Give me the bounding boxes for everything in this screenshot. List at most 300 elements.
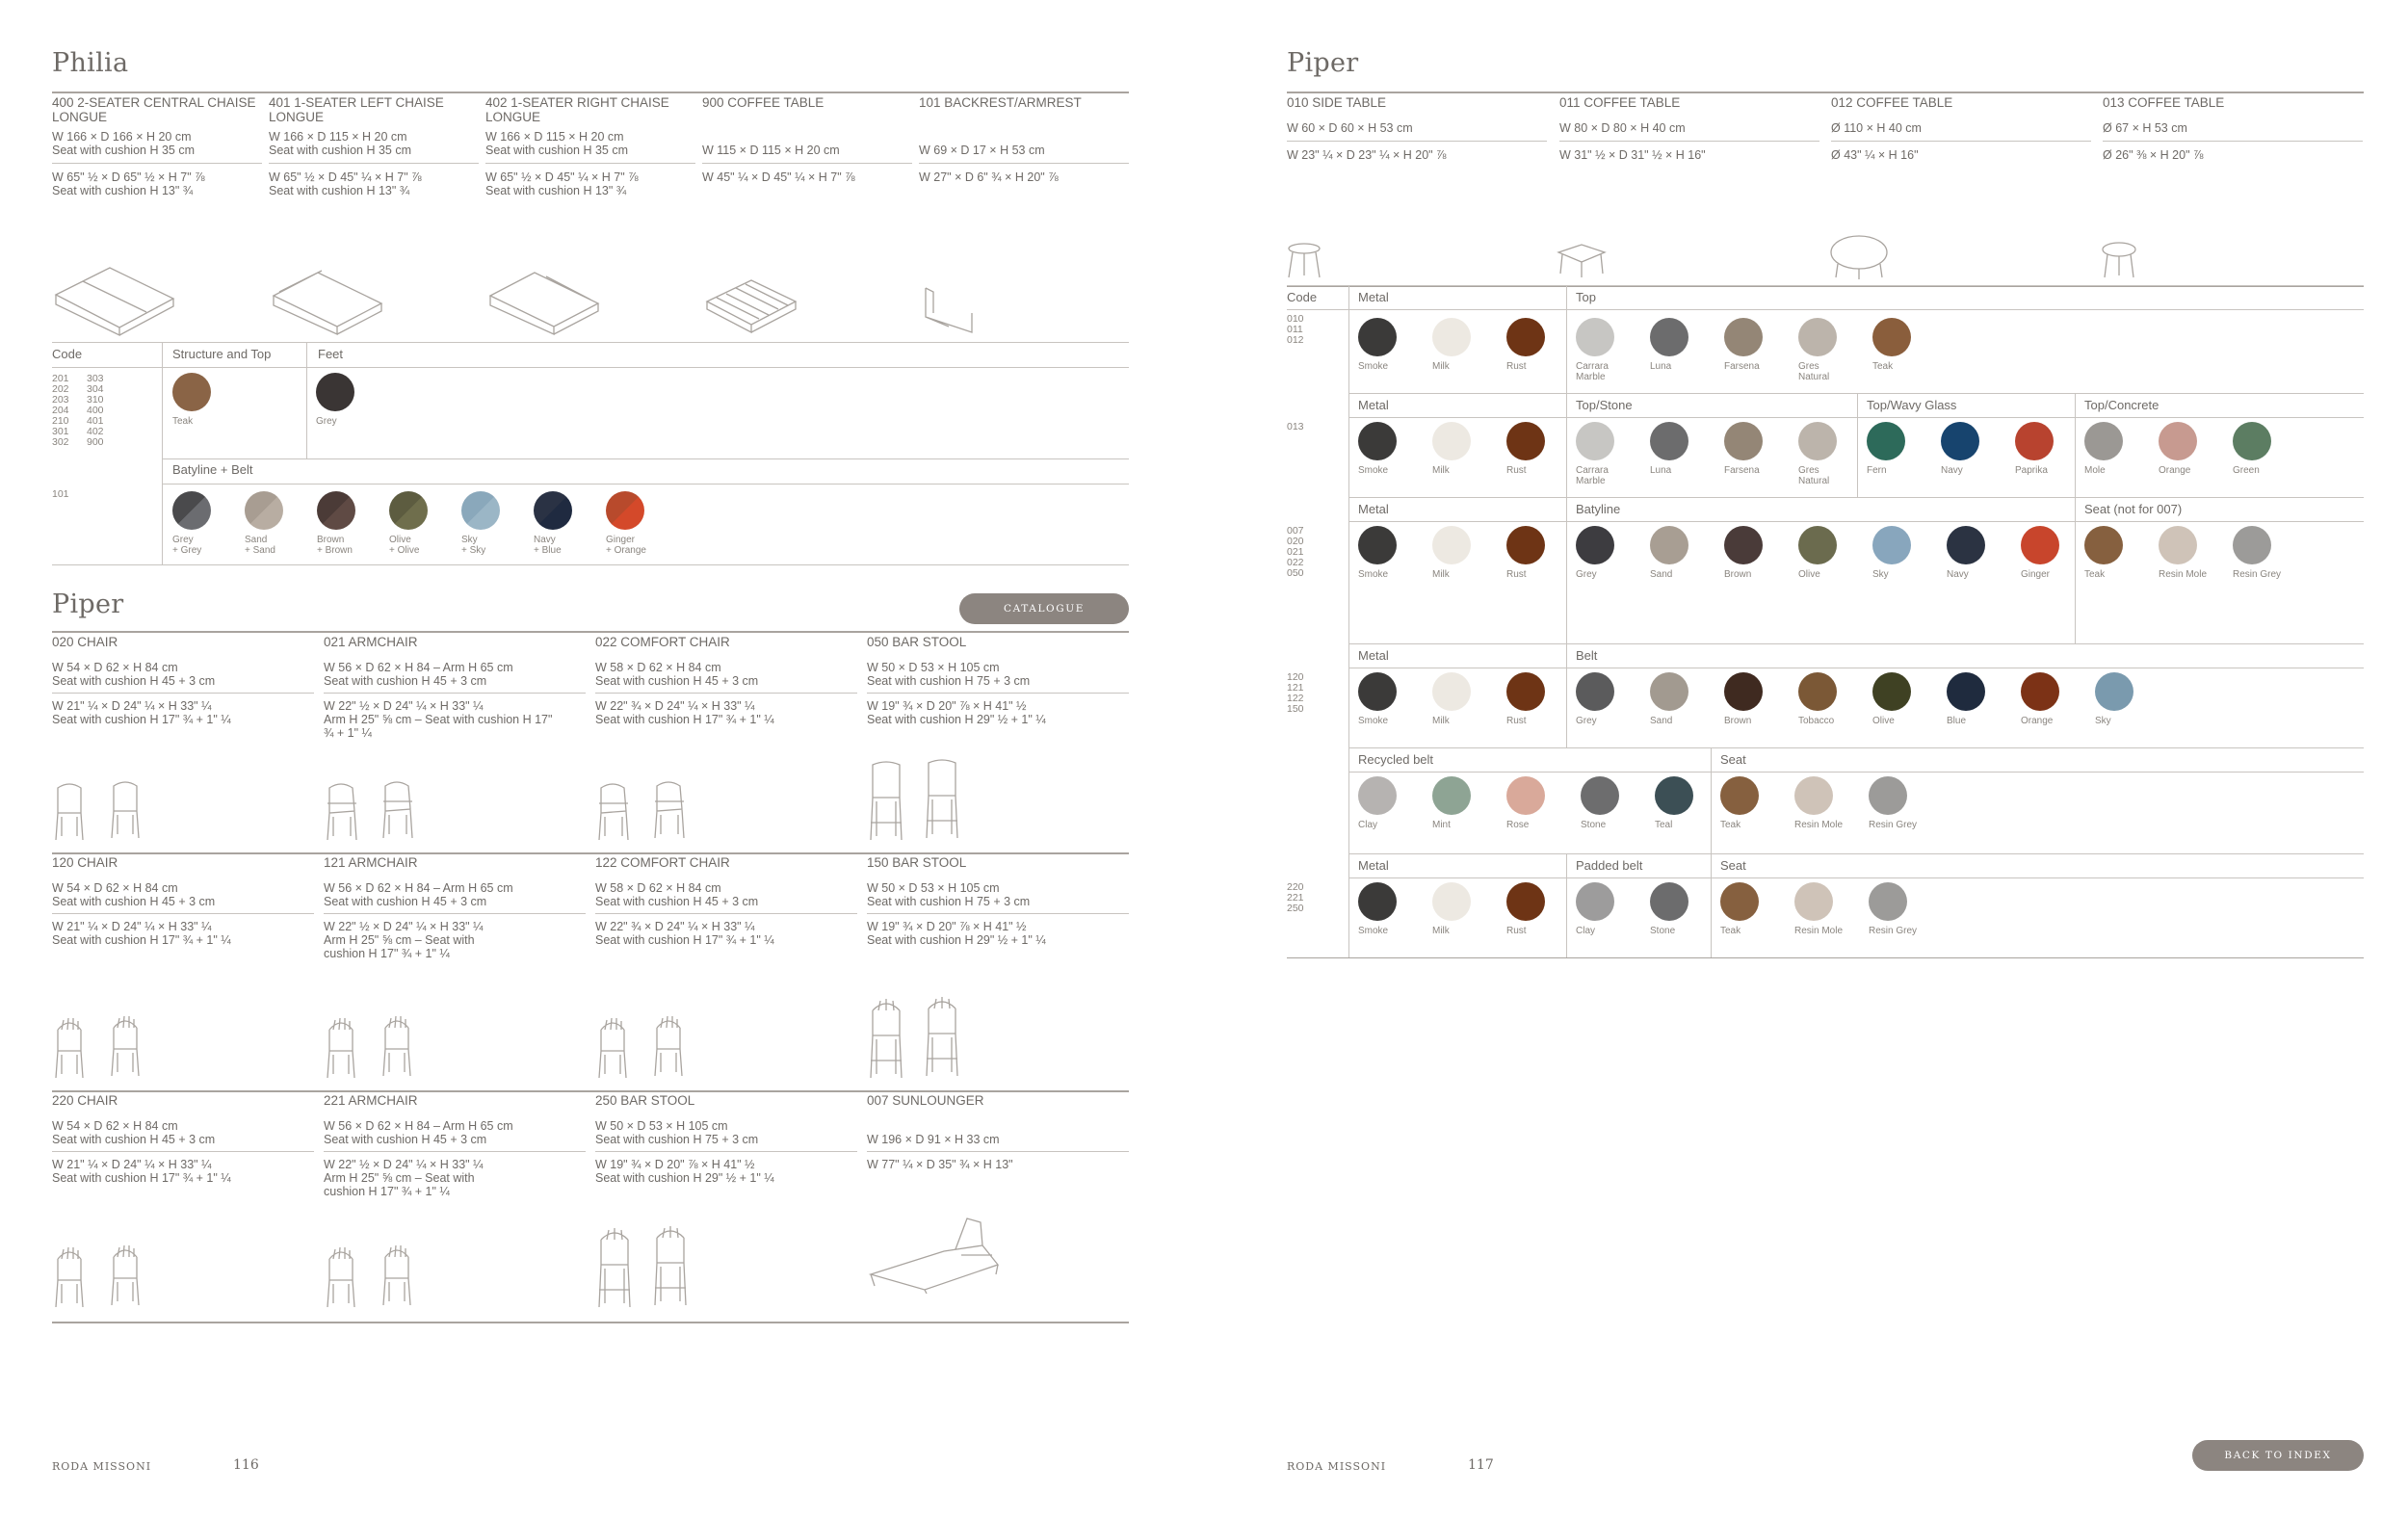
swatch-gres-natural	[1798, 318, 1858, 382]
divider	[269, 163, 479, 164]
swatch-label: Carrara Marble	[1576, 465, 1609, 486]
dimensions-imperial: W 19" ¾ × D 20" ⅞ × H 41" ½	[595, 1158, 755, 1171]
dimensions-imperial	[595, 726, 857, 740]
swatch-label: Stone	[1581, 820, 1607, 830]
dimensions-imperial: Seat with cushion H 17" ¾ + 1" ¼	[52, 713, 231, 726]
dimensions-imperial: W 19" ¾ × D 20" ⅞ × H 41" ½	[867, 920, 1027, 933]
dimensions-metric: Seat with cushion H 35 cm	[52, 144, 195, 157]
divider	[1348, 285, 1349, 957]
color-swatch	[1724, 526, 1763, 564]
product-name: 150 BAR STOOL	[867, 855, 967, 870]
swatch-rust	[1506, 672, 1566, 726]
piper-title: Piper	[1287, 48, 1359, 78]
color-swatch	[1506, 526, 1545, 564]
color-swatch	[1432, 882, 1471, 921]
swatch-label: Fern	[1867, 465, 1887, 476]
section-header: Metal	[1358, 648, 1389, 663]
swatch-label: Stone	[1650, 926, 1676, 936]
swatch-sand	[1650, 526, 1710, 580]
color-swatch	[1872, 318, 1911, 356]
dimensions-imperial	[595, 1185, 857, 1198]
spec-block	[1559, 95, 1819, 162]
swatch-label: Orange	[2159, 465, 2191, 476]
dimensions-metric: W 54 × D 62 × H 84 cm	[52, 661, 178, 674]
divider	[867, 913, 1129, 914]
swatch-teak	[2084, 526, 2144, 580]
swatch-teak	[172, 373, 232, 427]
divider	[595, 1151, 857, 1152]
codes-list: 220 221 250	[1287, 881, 1304, 914]
divider	[52, 1322, 1129, 1323]
dimensions-metric: W 115 × D 115 × H 20 cm	[702, 144, 840, 157]
divider	[324, 693, 586, 694]
swatch-gres-natural	[1798, 422, 1858, 486]
swatch-label: Sand + Sand	[245, 535, 275, 556]
swatch-green	[2233, 422, 2292, 476]
product-name: 120 CHAIR	[52, 855, 118, 870]
swatch-batyline	[534, 491, 593, 556]
color-swatch	[1358, 672, 1397, 711]
divider	[1348, 497, 2364, 498]
divider	[52, 92, 1129, 93]
swatch-label: Rose	[1506, 820, 1530, 830]
dimensions-metric: Seat with cushion H 45 + 3 cm	[324, 1133, 487, 1146]
color-swatch	[1794, 882, 1833, 921]
divider	[1831, 141, 2091, 142]
dimensions-imperial: W 65" ½ × D 45" ¼ × H 7" ⅞	[485, 170, 639, 184]
swatch-label: Grey + Grey	[172, 535, 202, 556]
divider	[1348, 747, 2364, 748]
chair-illustration	[52, 778, 168, 846]
dimensions-imperial: ¾ + 1" ¼	[324, 726, 372, 740]
dimensions-imperial: Arm H 25" ⅝ cm – Seat with	[324, 1171, 475, 1185]
product-name: 122 COMFORT CHAIR	[595, 855, 730, 870]
dimensions-imperial	[52, 726, 314, 740]
divider	[867, 1151, 1129, 1152]
dimensions-imperial: cushion H 17" ¾ + 1" ¼	[324, 947, 450, 960]
swatch-navy	[1947, 526, 2006, 580]
color-swatch	[1576, 318, 1614, 356]
swatch-label: Gres Natural	[1798, 361, 1830, 382]
section-header: Metal	[1358, 858, 1389, 873]
color-swatch	[1576, 526, 1614, 564]
dimensions-metric: Seat with cushion H 45 + 3 cm	[52, 674, 216, 688]
back-to-index-button[interactable]: BACK TO INDEX	[2192, 1440, 2364, 1471]
divider	[52, 631, 1129, 633]
color-swatch	[2233, 526, 2271, 564]
dimensions-imperial: W 77" ¼ × D 35" ¾ × H 13"	[867, 1158, 1013, 1171]
color-swatch	[1506, 672, 1545, 711]
divider	[485, 163, 695, 164]
divider	[1566, 393, 1567, 497]
dimensions-imperial: W 22" ½ × D 24" ¼ × H 33" ¼	[324, 699, 484, 713]
dimensions-imperial	[52, 1185, 314, 1198]
product-name: 400 2-SEATER CENTRAL CHAISE LONGUE	[52, 95, 256, 124]
spec-block	[595, 855, 857, 960]
divider	[919, 163, 1129, 164]
color-swatch	[1720, 882, 1759, 921]
section-header: Seat (not for 007)	[2084, 502, 2183, 516]
dimensions-imperial	[52, 947, 314, 960]
section-header: Metal	[1358, 290, 1389, 304]
footer-brand: RODA MISSONI	[52, 1460, 152, 1473]
dimensions-imperial: Seat with cushion H 17" ¾ + 1" ¼	[52, 933, 231, 947]
dimensions-imperial: Seat with cushion H 17" ¾ + 1" ¼	[595, 713, 774, 726]
divider	[1566, 497, 1567, 643]
swatch-label: Farsena	[1724, 361, 1760, 372]
swatch-label: Brown	[1724, 569, 1752, 580]
swatch-label: Sky	[1872, 569, 1889, 580]
dimensions-imperial: W 27" × D 6" ¾ × H 20" ⅞	[919, 170, 1059, 184]
swatch-label: Mint	[1432, 820, 1451, 830]
swatch-batyline	[606, 491, 666, 556]
dimensions-metric: Seat with cushion H 45 + 3 cm	[595, 895, 759, 908]
color-swatch	[1869, 776, 1907, 815]
color-swatch	[1358, 318, 1397, 356]
spec-block	[52, 95, 262, 197]
armchair-illustration	[324, 1016, 439, 1084]
color-swatch	[1798, 318, 1837, 356]
piper-title: Piper	[52, 589, 124, 619]
product-name: 050 BAR STOOL	[867, 635, 967, 649]
color-swatch	[1867, 422, 1905, 460]
dimensions-imperial: Seat with cushion H 29" ½ + 1" ¼	[595, 1171, 774, 1185]
swatch-teak	[1872, 318, 1932, 372]
swatch-sky	[2095, 672, 2155, 726]
color-swatch	[1724, 318, 1763, 356]
divider	[1559, 141, 1819, 142]
swatch-grey	[1576, 672, 1636, 726]
codes-list: 201 202 203 204 210 301 302	[52, 373, 69, 448]
color-swatch	[1650, 672, 1688, 711]
swatch-label: Resin Grey	[1869, 926, 1918, 936]
color-swatch	[534, 491, 572, 530]
codes-list: 303 304 310 400 401 402 900	[87, 373, 104, 448]
divider	[306, 342, 307, 459]
sunlounger-illustration	[867, 1217, 1002, 1294]
dimensions-imperial: W 21" ¼ × D 24" ¼ × H 33" ¼	[52, 699, 212, 713]
left-chaise-illustration	[270, 265, 385, 337]
dimensions-metric: W 50 × D 53 × H 105 cm	[595, 1119, 728, 1133]
section-header: Padded belt	[1576, 858, 1643, 873]
bar-stool-illustration	[867, 759, 982, 848]
dimensions-imperial	[867, 947, 1129, 960]
spec-block	[919, 95, 1129, 197]
product-name: 020 CHAIR	[52, 635, 118, 649]
swatch-label: Green	[2233, 465, 2260, 476]
swatch-blue	[1947, 672, 2006, 726]
swatch-batyline	[245, 491, 304, 556]
divider	[867, 693, 1129, 694]
dimensions-imperial	[867, 726, 1129, 740]
section-header: Top	[1576, 290, 1596, 304]
dimensions-imperial: W 22" ¾ × D 24" ¼ × H 33" ¼	[595, 699, 755, 713]
swatch-batyline	[172, 491, 232, 556]
color-swatch	[1872, 526, 1911, 564]
structure-header: Structure and Top	[172, 347, 272, 361]
color-swatch	[316, 373, 354, 411]
swatch-navy	[1941, 422, 2001, 476]
right-chaise-illustration	[486, 265, 602, 337]
spec-block	[52, 1093, 314, 1198]
color-swatch	[1720, 776, 1759, 815]
color-swatch	[172, 373, 211, 411]
small-coffee-table-illustration	[2100, 241, 2138, 281]
divider	[52, 852, 1129, 854]
codes-list: 007 020 021 022 050	[1287, 525, 1304, 579]
color-swatch	[1432, 776, 1471, 815]
product-name: 900 COFFEE TABLE	[702, 95, 824, 110]
color-swatch	[1506, 422, 1545, 460]
color-swatch	[1358, 776, 1397, 815]
divider	[1566, 853, 1567, 957]
dimensions-imperial: W 22" ½ × D 24" ¼ × H 33" ¼	[324, 1158, 484, 1171]
swatch-sand	[1650, 672, 1710, 726]
swatch-luna	[1650, 422, 1710, 476]
divider	[52, 564, 1129, 565]
product-name: 010 SIDE TABLE	[1287, 95, 1387, 110]
swatch-label: Grey	[1576, 569, 1597, 580]
color-swatch	[1650, 422, 1688, 460]
swatch-smoke	[1358, 318, 1418, 372]
color-swatch	[1794, 776, 1833, 815]
swatch-rust	[1506, 526, 1566, 580]
swatch-milk	[1432, 318, 1492, 372]
swatch-smoke	[1358, 526, 1418, 580]
bar-stool-illustration	[595, 1226, 711, 1315]
color-swatch	[2021, 526, 2059, 564]
divider	[52, 367, 1129, 368]
product-name: 220 CHAIR	[52, 1093, 118, 1108]
product-name: 221 ARMCHAIR	[324, 1093, 418, 1108]
dimensions-metric: Seat with cushion H 45 + 3 cm	[324, 674, 487, 688]
bar-stool-illustration	[867, 997, 982, 1086]
swatch-milk	[1432, 422, 1492, 476]
swatch-label: Gres Natural	[1798, 465, 1830, 486]
dimensions-metric: W 56 × D 62 × H 84 – Arm H 65 cm	[324, 661, 513, 674]
swatch-batyline	[317, 491, 377, 556]
product-name: 250 BAR STOOL	[595, 1093, 695, 1108]
divider	[1566, 285, 1567, 393]
armchair-illustration	[324, 1245, 439, 1313]
dimensions-imperial: W 45" ¼ × D 45" ¼ × H 7" ⅞	[702, 170, 855, 184]
swatch-label: Navy	[1941, 465, 1963, 476]
swatch-label: Rust	[1506, 716, 1527, 726]
swatch-label: Rust	[1506, 569, 1527, 580]
dimensions-imperial: Seat with cushion H 17" ¾ + 1" ¼	[52, 1171, 231, 1185]
product-name: 021 ARMCHAIR	[324, 635, 418, 649]
swatch-rust	[1506, 422, 1566, 476]
dimensions-metric	[867, 1119, 1129, 1133]
swatch-label: Milk	[1432, 465, 1450, 476]
swatch-label: Olive + Olive	[389, 535, 420, 556]
color-swatch	[1650, 318, 1688, 356]
swatch-teal	[1655, 776, 1714, 830]
dimensions-metric: W 50 × D 53 × H 105 cm	[867, 661, 1000, 674]
swatch-brown	[1724, 672, 1784, 726]
dimensions-imperial: W 22" ½ × D 24" ¼ × H 33" ¼	[324, 920, 484, 933]
section-header: Top/Stone	[1576, 398, 1633, 412]
dimensions-metric: Seat with cushion H 45 + 3 cm	[52, 1133, 216, 1146]
color-swatch	[2015, 422, 2054, 460]
catalogue-button[interactable]: CATALOGUE	[959, 593, 1129, 624]
divider	[1348, 877, 2364, 878]
color-swatch	[1581, 776, 1619, 815]
swatch-olive	[1798, 526, 1858, 580]
swatch-label: Grey	[316, 416, 337, 427]
divider	[1348, 417, 2364, 418]
swatch-smoke	[1358, 672, 1418, 726]
swatch-label: Clay	[1358, 820, 1378, 830]
side-table-illustration	[1285, 241, 1323, 281]
color-swatch	[1655, 776, 1693, 815]
color-swatch	[1506, 776, 1545, 815]
section-header: Metal	[1358, 398, 1389, 412]
color-swatch	[1576, 882, 1614, 921]
swatch-sky	[1872, 526, 1932, 580]
divider	[1711, 853, 1712, 957]
dimensions-metric: Seat with cushion H 35 cm	[485, 144, 628, 157]
dimensions-imperial	[867, 1171, 1129, 1185]
dimensions-metric: Seat with cushion H 45 + 3 cm	[324, 895, 487, 908]
feet-header: Feet	[318, 347, 344, 361]
swatch-label: Luna	[1650, 465, 1672, 476]
swatch-brown	[1724, 526, 1784, 580]
dimensions-metric: W 166 × D 166 × H 20 cm	[52, 130, 192, 144]
swatch-label: Teal	[1655, 820, 1673, 830]
swatch-label: Orange	[2021, 716, 2054, 726]
swatch-smoke	[1358, 422, 1418, 476]
color-swatch	[2233, 422, 2271, 460]
swatch-resin-grey	[2233, 526, 2292, 580]
swatch-label: Luna	[1650, 361, 1672, 372]
comfort-chair-illustration	[595, 1016, 711, 1084]
swatch-stone	[1650, 882, 1710, 936]
dimensions-metric: W 54 × D 62 × H 84 cm	[52, 1119, 178, 1133]
dimensions-imperial	[702, 184, 912, 197]
swatch-milk	[1432, 672, 1492, 726]
product-name: 011 COFFEE TABLE	[1559, 95, 1681, 110]
swatch-label: Mole	[2084, 465, 2106, 476]
divider	[162, 458, 1129, 459]
color-swatch	[317, 491, 355, 530]
swatch-luna	[1650, 318, 1710, 372]
dimensions-metric: W 58 × D 62 × H 84 cm	[595, 661, 721, 674]
swatch-label: Sand	[1650, 569, 1673, 580]
swatch-resin-mole	[2159, 526, 2218, 580]
divider	[595, 913, 857, 914]
divider	[52, 1151, 314, 1152]
divider	[162, 342, 163, 565]
dimensions-metric: Ø 110 × H 40 cm	[1831, 121, 1922, 135]
color-swatch	[1432, 526, 1471, 564]
swatch-label: Resin Mole	[2159, 569, 2208, 580]
product-name: 012 COFFEE TABLE	[1831, 95, 1953, 110]
product-name: 121 ARMCHAIR	[324, 855, 418, 870]
dimensions-metric: W 196 × D 91 × H 33 cm	[867, 1133, 1000, 1146]
swatch-smoke	[1358, 882, 1418, 936]
swatch-label: Teak	[172, 416, 194, 427]
color-swatch	[1506, 318, 1545, 356]
swatch-rose	[1506, 776, 1566, 830]
swatch-label: Ginger	[2021, 569, 2051, 580]
swatch-farsena	[1724, 422, 1784, 476]
dimensions-metric: W 58 × D 62 × H 84 cm	[595, 881, 721, 895]
dimensions-metric: Ø 67 × H 53 cm	[2103, 121, 2187, 135]
dimensions-metric: Seat with cushion H 75 + 3 cm	[867, 674, 1031, 688]
round-coffee-table-illustration	[1828, 233, 1890, 281]
spec-block	[324, 635, 586, 740]
spec-block	[867, 1093, 1129, 1198]
dimensions-metric: W 54 × D 62 × H 84 cm	[52, 881, 178, 895]
swatch-grey	[316, 373, 376, 427]
swatch-label: Resin Grey	[2233, 569, 2282, 580]
code-header: Code	[52, 347, 83, 361]
swatch-label: Brown	[1724, 716, 1752, 726]
dimensions-imperial: W 21" ¼ × D 24" ¼ × H 33" ¼	[52, 1158, 212, 1171]
dimensions-imperial: W 21" ¼ × D 24" ¼ × H 33" ¼	[52, 920, 212, 933]
swatch-stone	[1581, 776, 1640, 830]
swatch-rust	[1506, 882, 1566, 936]
product-name: 101 BACKREST/ARMREST	[919, 95, 1082, 110]
coffee-table-illustration	[703, 275, 799, 337]
swatch-label: Teak	[1720, 820, 1741, 830]
dimensions-imperial	[595, 947, 857, 960]
swatch-label: Teak	[1720, 926, 1741, 936]
swatch-orange	[2021, 672, 2081, 726]
color-swatch	[389, 491, 428, 530]
page-number: 116	[233, 1457, 259, 1473]
color-swatch	[1798, 672, 1837, 711]
coffee-table-illustration	[1555, 241, 1609, 279]
dimensions-metric: W 166 × D 115 × H 20 cm	[485, 130, 624, 144]
color-swatch	[1432, 318, 1471, 356]
swatch-resin-mole	[1794, 776, 1854, 830]
swatch-label: Milk	[1432, 569, 1450, 580]
dimensions-metric: Seat with cushion H 75 + 3 cm	[867, 895, 1031, 908]
spec-block	[595, 1093, 857, 1198]
divider	[324, 1151, 586, 1152]
color-swatch	[245, 491, 283, 530]
codes-list: 010 011 012	[1287, 313, 1304, 346]
swatch-batyline	[389, 491, 449, 556]
swatch-ginger	[2021, 526, 2081, 580]
dimensions-imperial: W 31" ½ × D 31" ½ × H 16"	[1559, 148, 1706, 162]
divider	[1566, 643, 1567, 747]
swatch-paprika	[2015, 422, 2075, 476]
divider	[1287, 285, 2364, 286]
spec-block	[867, 855, 1129, 960]
dimensions-imperial	[919, 184, 1129, 197]
dimensions-metric: W 69 × D 17 × H 53 cm	[919, 144, 1045, 157]
comfort-chair-illustration	[595, 778, 711, 846]
divider	[1348, 521, 2364, 522]
philia-title: Philia	[52, 48, 129, 78]
section-header: Seat	[1720, 858, 1746, 873]
spec-block	[52, 855, 314, 960]
spec-block	[1831, 95, 2091, 162]
color-swatch	[2084, 422, 2123, 460]
divider	[1348, 393, 2364, 394]
swatch-label: Navy + Blue	[534, 535, 562, 556]
color-swatch	[1724, 422, 1763, 460]
swatch-carrara-marble	[1576, 422, 1636, 486]
divider	[2075, 393, 2076, 497]
color-swatch	[1869, 882, 1907, 921]
dimensions-imperial: cushion H 17" ¾ + 1" ¼	[324, 1185, 450, 1198]
dimensions-imperial: Ø 26" ⅜ × H 20" ⅞	[2103, 148, 2204, 162]
swatch-label: Milk	[1432, 716, 1450, 726]
